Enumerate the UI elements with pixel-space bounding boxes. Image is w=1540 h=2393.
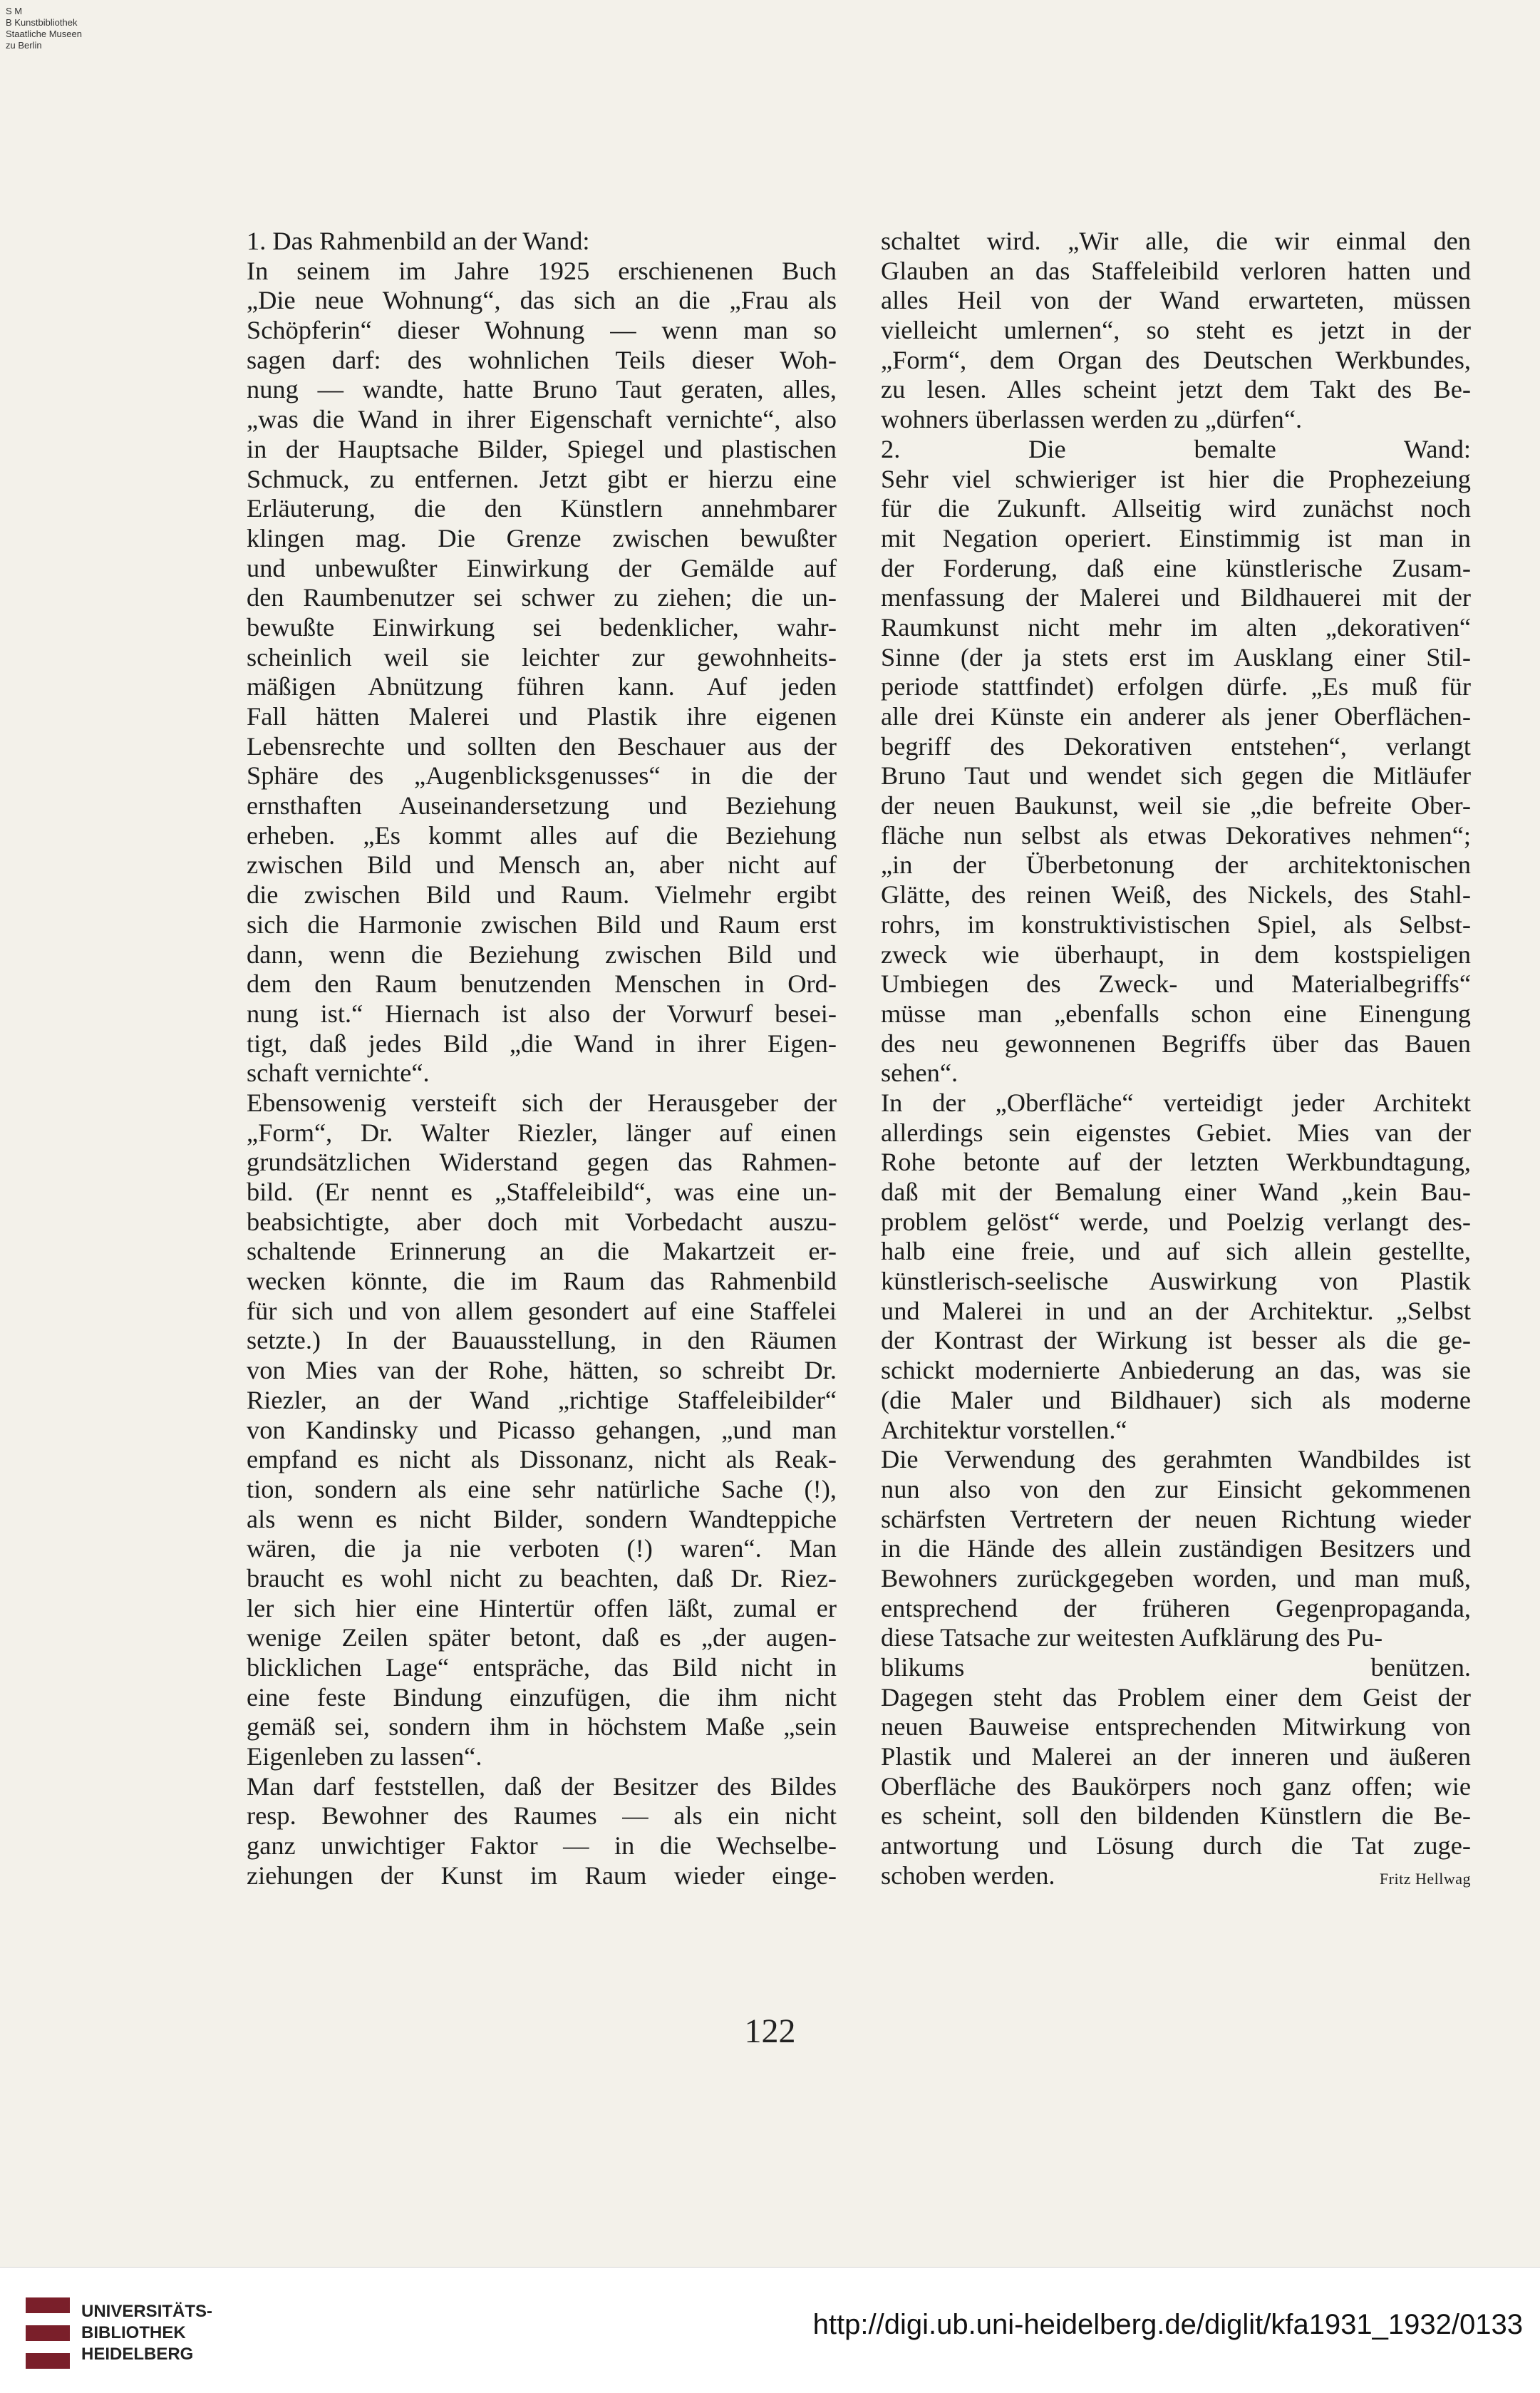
text-line: Die Verwendung des gerahmten Wandbildes ist (881, 1445, 1471, 1474)
text-line: Fall hätten Malerei und Plastik ihre eigenen (247, 702, 837, 731)
stamp-line: S M (6, 6, 23, 16)
stamp-line: Staatliche Museen (6, 29, 82, 39)
university-library-logo[interactable] (26, 2297, 212, 2369)
text-line: mäßigen Abnützung führen kann. Auf jeden (247, 672, 837, 701)
text-line: Oberfläche des Baukörpers noch ganz offen; wie (881, 1771, 1471, 1801)
text-line: Glauben an das Staffeleibild verloren hatten und (881, 256, 1471, 285)
text-line: bild. (Er nennt es „Staffeleibild“, was eine un- (247, 1178, 837, 1206)
text-line: 1. Das Rahmenbild an der Wand: (247, 227, 590, 255)
page-number: 122 (744, 2012, 796, 2050)
text-line: scheinlich weil sie leichter zur gewohnheits- (247, 642, 837, 671)
text-line: Schöpferin“ dieser Wohnung — wenn man so (247, 316, 837, 345)
text-line: wecken könnte, die im Raum das Rahmenbild (247, 1267, 837, 1296)
text-line: allerdings sein eigenstes Gebiet. Mies van der (881, 1118, 1471, 1147)
text-line: grundsätzlichen Widerstand gegen das Rahmen- (247, 1148, 837, 1177)
text-line: den Raumbenutzer sei schwer zu ziehen; die un- (247, 583, 837, 612)
logo-line: HEIDELBERG (81, 2345, 194, 2364)
text-line: In seinem im Jahre 1925 erschienenen Buch (247, 256, 837, 285)
text-line: halb eine freie, und auf sich allein gestellte, (881, 1237, 1471, 1266)
text-line: In der „Oberfläche“ verteidigt jeder Architekt (881, 1088, 1471, 1117)
text-line: braucht es wohl nicht zu beachten, daß Dr. Riez- (247, 1563, 837, 1592)
text-line: diese Tatsache zur weitesten Aufklärung des Pu- (881, 1623, 1383, 1652)
text-line: Dagegen steht das Problem einer dem Geist der (881, 1682, 1471, 1712)
text-line: sich die Harmonie zwischen Bild und Raum erst (247, 910, 837, 939)
text-line: menfassung der Malerei und Bildhauerei mit der (881, 583, 1471, 612)
author-signature: Fritz Hellwag (1379, 1869, 1471, 1888)
text-line: schaltende Erinnerung an die Makartzeit er- (247, 1237, 837, 1266)
text-line: Rohe betonte auf der letzten Werkbundtagung, (881, 1148, 1471, 1177)
text-line: blicklichen Lage“ entspräche, das Bild nicht in (247, 1653, 837, 1682)
text-line: „Form“, Dr. Walter Riezler, länger auf einen (247, 1118, 837, 1147)
text-line: in die Hände des allein zuständigen Besitzers und (881, 1534, 1471, 1563)
text-line: wohners überlassen werden zu „dürfen“. (881, 405, 1303, 434)
text-line: Man darf feststellen, daß der Besitzer des Bildes (247, 1771, 837, 1801)
text-line: tigt, daß jedes Bild „die Wand in ihrer Eigen- (247, 1029, 837, 1058)
text-line: alle drei Künste ein anderer als jener Oberflächen- (881, 702, 1471, 731)
text-line: es scheint, soll den bildenden Künstlern die Be- (881, 1801, 1471, 1831)
text-line: dann, wenn die Beziehung zwischen Bild und (247, 940, 837, 969)
text-line: zu lesen. Alles scheint jetzt dem Takt des Be- (881, 375, 1471, 404)
text-line: nung ist.“ Hiernach ist also der Vorwurf besei- (247, 999, 837, 1028)
text-line: begriff des Dekorativen entstehen“, verlangt (881, 731, 1471, 761)
text-line: bewußte Einwirkung sei bedenklicher, wahr- (247, 612, 837, 642)
text-line: mit Negation operiert. Einstimmig ist man in (881, 523, 1471, 552)
text-line: der neuen Baukunst, weil sie „die befreite Ober- (881, 791, 1471, 820)
text-line: sagen darf: des wohnlichen Teils dieser Woh- (247, 345, 837, 374)
text-line: für sich und von allem gesondert auf eine Staffelei (247, 1296, 837, 1325)
stamp-line: zu Berlin (6, 40, 42, 51)
text-line: von Mies van der Rohe, hätten, so schreibt Dr. (247, 1356, 837, 1385)
text-line: schaft vernichte“. (247, 1059, 430, 1088)
library-logo-icon (26, 2297, 70, 2369)
text-line: fläche nun selbst als etwas Dekoratives nehmen“; (881, 820, 1471, 850)
text-line: Sehr viel schwieriger ist hier die Prophezeiung (881, 464, 1471, 493)
text-line: Sinne (der ja stets erst im Ausklang einer Stil- (881, 642, 1471, 671)
text-line: vielleicht umlernen“, so steht es jetzt in der (881, 316, 1471, 345)
text-line: periode stattfindet) erfolgen dürfe. „Es muß für (881, 672, 1471, 701)
text-line: müsse man „ebenfalls schon eine Einengung (881, 999, 1471, 1028)
text-line: eine feste Bindung einzufügen, die ihm nicht (247, 1682, 837, 1712)
text-line: und Malerei in und an der Architektur. „Selbst (881, 1296, 1471, 1325)
text-line: beabsichtigte, aber doch mit Vorbedacht auszu- (247, 1207, 837, 1236)
text-line: der Forderung, daß eine künstlerische Zusam- (881, 553, 1471, 582)
text-line: in der Hauptsache Bilder, Spiegel und plastischen (247, 434, 837, 463)
text-line: klingen mag. Die Grenze zwischen bewußter (247, 523, 837, 552)
logo-line: UNIVERSITÄTS- (81, 2302, 213, 2321)
text-line: schaltet wird. „Wir alle, die wir einmal den (881, 227, 1471, 255)
text-line: nung — wandte, hatte Bruno Taut geraten, alles, (247, 375, 837, 404)
text-line: Umbiegen des Zweck- und Materialbegriffs“ (881, 969, 1471, 999)
text-line: nun also von den zur Einsicht gekommenen (881, 1474, 1471, 1503)
text-line: dem den Raum benutzenden Menschen in Ord- (247, 969, 837, 999)
text-line: schickt modernierte Anbiederung an das, was sie (881, 1356, 1471, 1385)
text-line: (die Maler und Bildhauer) sich als moderne (881, 1385, 1471, 1414)
text-line: „Die neue Wohnung“, das sich an die „Frau als (247, 286, 837, 315)
text-line: künstlerisch-seelische Auswirkung von Plastik (881, 1267, 1471, 1296)
text-line: zwischen Bild und Mensch an, aber nicht auf (247, 850, 837, 880)
text-line: Ebensowenig versteift sich der Herausgeber der (247, 1088, 837, 1117)
text-line: Raumkunst nicht mehr im alten „dekorativen“ (881, 612, 1471, 642)
text-line: Bewohners zurückgegeben worden, und man muß, (881, 1563, 1471, 1592)
text-line: Bruno Taut und wendet sich gegen die Mitläufer (881, 761, 1471, 791)
text-line: ernsthaften Auseinandersetzung und Beziehung (247, 791, 837, 820)
footer-bar (0, 2267, 1540, 2393)
text-line: der Kontrast der Wirkung ist besser als die ge- (881, 1326, 1471, 1355)
text-line: schärfsten Vertretern der neuen Richtung wieder (881, 1504, 1471, 1533)
text-line: 2. Die bemalte Wand: (881, 434, 1471, 463)
permalink-url[interactable]: http://digi.ub.uni-heidelberg.de/diglit/kfa1931_1932/0133 (812, 2309, 1523, 2340)
text-line: Sphäre des „Augenblicksgenusses“ in die der (247, 761, 837, 791)
closing-text: schoben werden. (881, 1861, 1055, 1890)
text-line: setzte.) In der Bauausstellung, in den Räumen (247, 1326, 837, 1355)
text-line: „in der Überbetonung der architektonischen (881, 850, 1471, 880)
text-line: als wenn es nicht Bilder, sondern Wandteppiche (247, 1504, 837, 1533)
text-line: Schmuck, zu entfernen. Jetzt gibt er hierzu eine (247, 464, 837, 493)
text-line: Erläuterung, die den Künstlern annehmbarer (247, 494, 837, 523)
text-line: ler sich hier eine Hintertür offen läßt, zumal er (247, 1593, 837, 1622)
text-line: zweck wie überhaupt, in dem kostspieligen (881, 940, 1471, 969)
text-line: sehen“. (881, 1059, 958, 1088)
text-line: „Form“, dem Organ des Deutschen Werkbundes, (881, 345, 1471, 374)
text-line: Eigenleben zu lassen“. (247, 1742, 482, 1771)
text-line: und unbewußter Einwirkung der Gemälde auf (247, 553, 837, 582)
text-line: gemäß sei, sondern ihm in höchstem Maße „sein (247, 1712, 837, 1741)
logo-line: BIBLIOTHEK (81, 2323, 186, 2342)
text-line: wenige Zeilen später betont, daß es „der augen- (247, 1623, 837, 1652)
text-line: Riezler, an der Wand „richtige Staffeleibilder“ (247, 1385, 837, 1414)
text-line: Lebensrechte und sollten den Beschauer aus der (247, 731, 837, 761)
text-line: problem gelöst“ werde, und Poelzig verlangt des- (881, 1207, 1471, 1236)
text-line: Glätte, des reinen Weiß, des Nickels, des Stahl- (881, 880, 1471, 910)
logo-text (81, 2301, 212, 2365)
text-line: antwortung und Lösung durch die Tat zuge- (881, 1831, 1471, 1861)
text-line: neuen Bauweise entsprechenden Mitwirkung von (881, 1712, 1471, 1741)
stamp-line: B Kunstbibliothek (6, 17, 78, 28)
text-line: von Kandinsky und Picasso gehangen, „und man (247, 1415, 837, 1444)
text-line: empfand es nicht als Dissonanz, nicht als Reak- (247, 1445, 837, 1474)
library-stamp (6, 6, 82, 51)
text-line: rohrs, im konstruktivistischen Spiel, als Selbst- (881, 910, 1471, 939)
text-line: blikums benützen. (881, 1653, 1471, 1682)
text-line: „was die Wand in ihrer Eigenschaft vernichte“, also (247, 405, 837, 434)
text-line: ziehungen der Kunst im Raum wieder einge- (247, 1861, 837, 1890)
left-column (247, 227, 837, 1891)
text-line: Architektur vorstellen.“ (881, 1415, 1127, 1444)
text-line: die zwischen Bild und Raum. Vielmehr ergibt (247, 880, 837, 910)
text-line: für die Zukunft. Allseitig wird zunächst noch (881, 494, 1471, 523)
closing-line (881, 1861, 1471, 1891)
text-line: erheben. „Es kommt alles auf die Beziehung (247, 820, 837, 850)
text-line: Plastik und Malerei an der inneren und äußeren (881, 1742, 1471, 1771)
text-line: resp. Bewohner des Raumes — als ein nicht (247, 1801, 837, 1831)
text-line: des neu gewonnenen Begriffs über das Bauen (881, 1029, 1471, 1058)
text-line: ganz unwichtiger Faktor — in die Wechselbe- (247, 1831, 837, 1861)
text-line: wären, die ja nie verboten (!) waren“. Man (247, 1534, 837, 1563)
text-line: tion, sondern als eine sehr natürliche Sache (!), (247, 1474, 837, 1503)
text-line: daß mit der Bemalung einer Wand „kein Bau- (881, 1178, 1471, 1206)
text-line: entsprechend der früheren Gegenpropaganda, (881, 1593, 1471, 1622)
text-line: alles Heil von der Wand erwarteten, müssen (881, 286, 1471, 315)
right-column (881, 227, 1471, 1891)
